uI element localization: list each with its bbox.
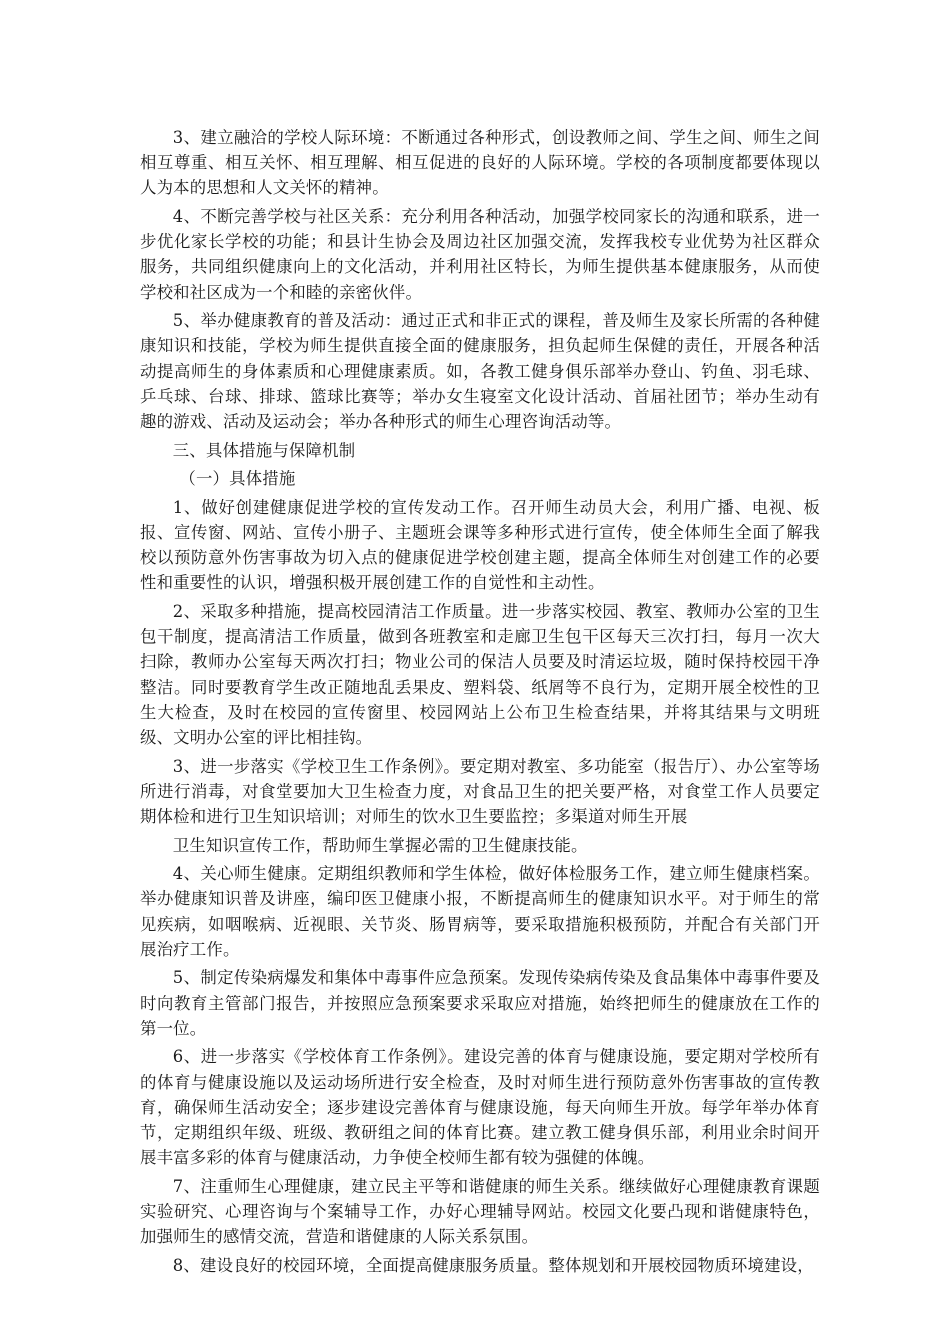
measure-5-emergency-plan: 5、制定传染病爆发和集体中毒事件应急预案。发现传染病传染及食品集体中毒事件要及时向教育主管部门报告，并按照应急预案要求采取应对措施，始终把师生的健康放在工作的第一位。 [140,968,820,1038]
section-heading-measures: 三、具体措施与保障机制 [172,440,356,460]
measure-7-mental-health: 7、注重师生心理健康，建立民主平等和谐健康的师生关系。继续做好心理健康教育课题实验研究、心理咨询与个案辅导工作，办好心理辅导网站。校园文化要凸现和谐健康特色，加强师生的感情交流，营造和谐健康的人际关系氛围。 [140,1176,820,1247]
measure-6-sports-regulations: 6、进一步落实《学校体育工作条例》。建设完善的体育与健康设施，要定期对学校所有的体育与健康设施以及运动场所进行安全检查，及时对师生进行预防意外伤害事故的宣传教育，确保师生活动安全；逐步建设完善体育与健康设施，每天向师生开放。每学年举办体育节，定期组织年级、班级、教研组之间的体育比赛。建立教工健身俱乐部，利用业余时间开展丰富多彩的体育与健康活动，力争使全校师生都有较为强健的体魄。 [140,1047,820,1168]
measure-1-publicity: 1、做好创建健康促进学校的宣传发动工作。召开师生动员大会，利用广播、电视、板报、宣传窗、网站、宣传小册子、主题班会课等多种形式进行宣传，使全体师生全面了解我校以预防意外伤害事故为切入点的健康促进学校创建主题，提高全体师生对创建工作的必要性和重要性的认识，增强积极开展创建工作的自觉性和主动性。 [140,497,820,593]
subsection-heading-specific-measures: （一）具体措施 [179,469,296,489]
measure-3-hygiene-regulations: 3、进一步落实《学校卫生工作条例》。要定期对教室、多功能室（报告厅）、办公室等场所进行消毒，对食堂要加大卫生检查力度，对食品卫生的把关要严格，对食堂工作人员要定期体检和进行卫生知识培训；对师生的饮水卫生要监控；多渠道对师生开展 [140,756,820,827]
measure-4-health-care: 4、关心师生健康。定期组织教师和学生体检，做好体检服务工作，建立师生健康档案。举办健康知识普及讲座，编印医卫健康小报，不断提高师生的健康知识水平。对于师生的常见疾病，如咽喉病、近视眼、关节炎、肠胃病等，要采取措施积极预防，并配合有关部门开展治疗工作。 [140,864,820,959]
document-body [140,125,820,1281]
paragraph-5-health-education-activities: 5、举办健康教育的普及活动：通过正式和非正式的课程，普及师生及家长所需的各种健康知识和技能，学校为师生提供直接全面的健康服务，担负起师生保健的责任，开展各种活动提高师生的身体素质和心理健康素质。如，各教工健身俱乐部举办登山、钓鱼、羽毛球、乒乓球、台球、排球、篮球比赛等；举办女生寝室文化设计活动、首届社团节；举办生动有趣的游戏、活动及运动会；举办各种形式的师生心理咨询活动等。 [140,311,820,432]
measure-2-cleaning: 2、采取多种措施，提高校园清洁工作质量。进一步落实校园、教室、教师办公室的卫生包干制度，提高清洁工作质量，做到各班教室和走廊卫生包干区每天三次打扫，每月一次大扫除，教师办公室每天两次打扫；物业公司的保洁人员要及时清运垃圾，随时保持校园干净整洁。同时要教育学生改正随地乱丢果皮、塑料袋、纸屑等不良行为，定期开展全校性的卫生大检查，及时在校园的宣传窗里、校园网站上公布卫生检查结果，并将其结果与文明班级、文明办公室的评比相挂钩。 [140,602,820,748]
paragraph-4-community-relations: 4、不断完善学校与社区关系：充分利用各种活动，加强学校同家长的沟通和联系，进一步优化家长学校的功能；和县计生协会及周边社区加强交流，发挥我校专业优势为社区群众服务，共同组织健康向上的文化活动，并利用社区特长，为师生提供基本健康服务，从而使学校和社区成为一个和睦的亲密伙伴。 [140,207,820,302]
measure-8-campus-environment: 8、建设良好的校园环境，全面提高健康服务质量。整体规划和开展校园物质环境建设， [172,1255,814,1275]
measure-3-continuation: 卫生知识宣传工作，帮助师生掌握必需的卫生健康技能。 [172,835,588,855]
paragraph-3-interpersonal-environment: 3、建立融洽的学校人际环境：不断通过各种形式，创设教师之间、学生之间、师生之间相互尊重、相互关怀、相互理解、相互促进的良好的人际环境。学校的各项制度都要体现以人为本的思想和人文关怀的精神。 [140,128,820,198]
